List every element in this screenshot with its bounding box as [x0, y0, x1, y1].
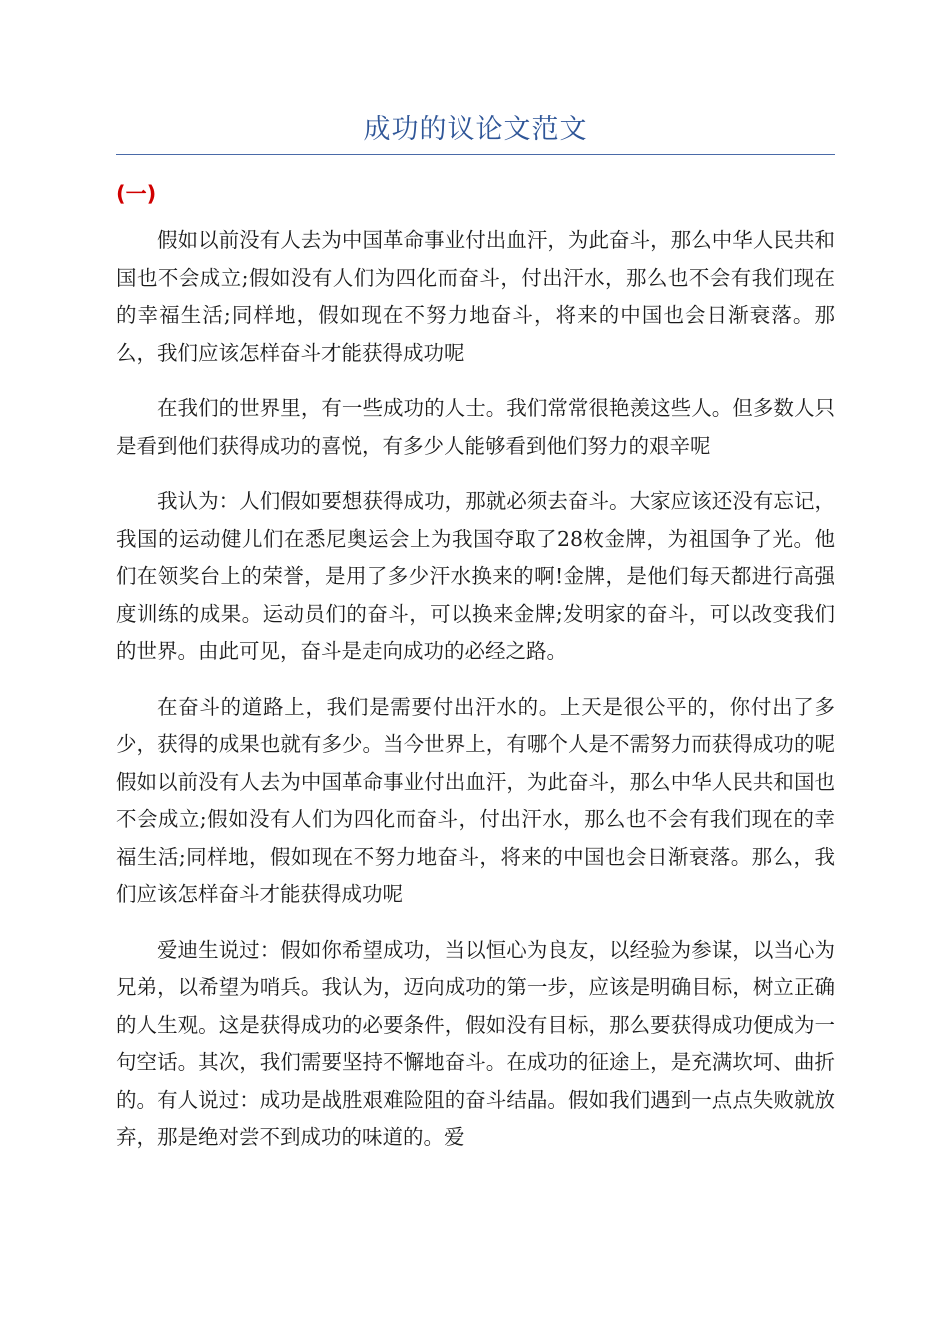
page-title: 成功的议论文范文 [363, 114, 588, 145]
title-underline [116, 154, 835, 155]
paragraph: 爱迪生说过：假如你希望成功，当以恒心为良友，以经验为参谋，以当心为兄弟，以希望为哨兵。我认为，迈向成功的第一步，应该是明确目标，树立正确的人生观。这是获得成功的必要条件，假如没有目标，那么要获得成功便成为一句空话。其次，我们需要坚持不懈地奋斗。在成功的征途上，是充满坎坷、曲折的。有人说过：成功是战胜艰难险阻的奋斗结晶。假如我们遇到一点点失败就放弃，那是绝对尝不到成功的味道的。爱 [116, 937, 835, 1149]
document-body [116, 222, 835, 1175]
paragraph: 假如以前没有人去为中国革命事业付出血汗，为此奋斗，那么中华人民共和国也不会成立;假如没有人们为四化而奋斗，付出汗水，那么也不会有我们现在的幸福生活;同样地，假如现在不努力地奋斗，将来的中国也会日渐衰落。那么，我们应该怎样奋斗才能获得成功呢 [116, 228, 835, 365]
paragraph: 在奋斗的道路上，我们是需要付出汗水的。上天是很公平的，你付出了多少，获得的成果也就有多少。当今世界上，有哪个人是不需努力而获得成功的呢假如以前没有人去为中国革命事业付出血汗，为此奋斗，那么中华人民共和国也不会成立;假如没有人们为四化而奋斗，付出汗水，那么也不会有我们现在的幸福生活;同样地，假如现在不努力地奋斗，将来的中国也会日渐衰落。那么，我们应该怎样奋斗才能获得成功呢 [116, 694, 835, 906]
section-number: (一) [116, 182, 157, 206]
paragraph: 在我们的世界里，有一些成功的人士。我们常常很艳羡这些人。但多数人只是看到他们获得成功的喜悦，有多少人能够看到他们努力的艰辛呢 [116, 396, 835, 458]
paragraph: 我认为：人们假如要想获得成功，那就必须去奋斗。大家应该还没有忘记，我国的运动健儿们在悉尼奥运会上为我国夺取了28枚金牌，为祖国争了光。他们在领奖台上的荣誉，是用了多少汗水换来的啊!金牌，是他们每天都进行高强度训练的成果。运动员们的奋斗，可以换来金牌;发明家的奋斗，可以改变我们的世界。由此可见，奋斗是走向成功的必经之路。 [116, 489, 835, 663]
